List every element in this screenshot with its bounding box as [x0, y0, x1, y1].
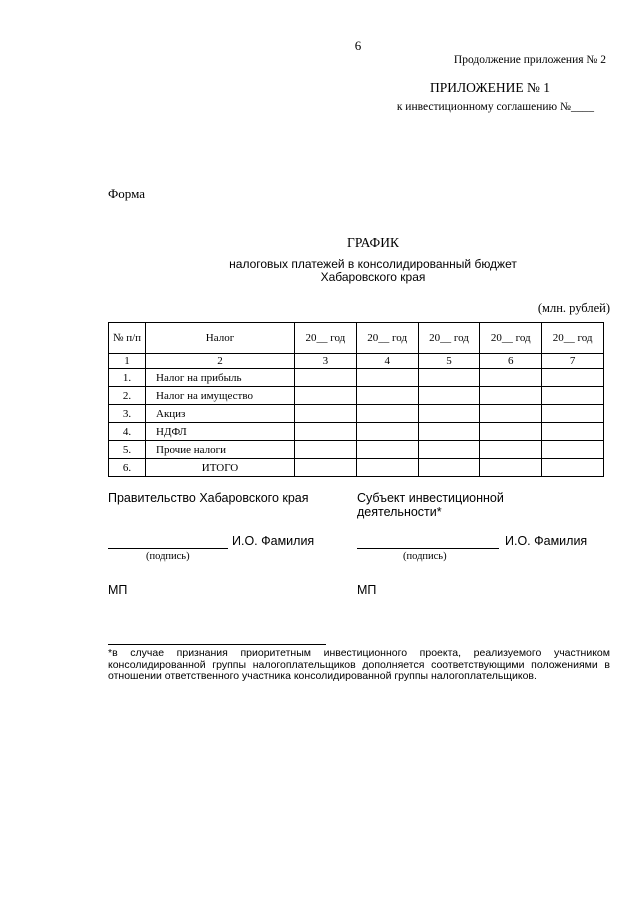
table-row — [109, 441, 604, 459]
form-label: Форма — [108, 186, 145, 201]
government-signature-line[interactable] — [108, 548, 228, 549]
appendix-title: ПРИЛОЖЕНИЕ № 1 — [429, 80, 551, 95]
value-cell[interactable] — [542, 387, 604, 405]
value-cell[interactable] — [480, 405, 542, 423]
appendix-subtitle: к инвестиционному соглашению №____ — [396, 101, 594, 113]
value-cell[interactable] — [295, 423, 357, 441]
table-row — [109, 387, 604, 405]
row-number: 2. — [109, 387, 146, 405]
value-cell[interactable] — [418, 423, 480, 441]
row-tax-name: Налог на прибыль — [146, 369, 295, 387]
investor-title-line-2: деятельности* — [357, 505, 442, 519]
government-signatory-name: И.О. Фамилия — [232, 534, 315, 548]
investor-title-line-1: Субъект инвестиционной — [357, 491, 504, 505]
index-cell: 1 — [109, 354, 146, 369]
header-year-1: 20__ год — [295, 323, 357, 354]
investor-signature-line[interactable] — [357, 548, 499, 549]
value-cell[interactable] — [295, 387, 357, 405]
header-year-4: 20__ год — [480, 323, 542, 354]
index-cell: 5 — [418, 354, 480, 369]
value-cell[interactable] — [542, 441, 604, 459]
value-cell[interactable] — [418, 405, 480, 423]
row-tax-name: Налог на имущество — [146, 387, 295, 405]
document-title: ГРАФИК — [347, 235, 399, 250]
header-year-5: 20__ год — [542, 323, 604, 354]
table-row — [109, 423, 604, 441]
value-cell[interactable] — [480, 423, 542, 441]
investor-signatory-title — [357, 491, 504, 519]
government-signature-caption: (подпись) — [146, 551, 190, 562]
value-cell[interactable] — [480, 441, 542, 459]
header-year-3: 20__ год — [418, 323, 480, 354]
row-number: 4. — [109, 423, 146, 441]
table-index-row — [109, 354, 604, 369]
value-cell[interactable] — [418, 369, 480, 387]
row-number: 3. — [109, 405, 146, 423]
value-cell[interactable] — [356, 441, 418, 459]
investor-stamp-place: МП — [357, 583, 377, 597]
footnote: *в случае признания приоритетным инвестиционного проекта, реализуемого участником консолидированной группы налогоплательщиков дополняется соответствующими положениями в отношении ответственного участника консолидированной группы налогоплательщиков. — [108, 647, 610, 682]
subtitle-line-1: налоговых платежей в консолидированный бюджет — [229, 257, 517, 271]
document-subtitle — [0, 258, 640, 284]
row-number: 6. — [109, 459, 146, 477]
header-number: № п/п — [109, 323, 146, 354]
government-signatory-title: Правительство Хабаровского края — [108, 491, 309, 505]
table-row — [109, 369, 604, 387]
row-tax-name: Акциз — [146, 405, 295, 423]
value-cell[interactable] — [356, 387, 418, 405]
tax-schedule-table — [108, 322, 604, 477]
value-cell[interactable] — [295, 459, 357, 477]
value-cell[interactable] — [418, 387, 480, 405]
value-cell[interactable] — [295, 369, 357, 387]
value-cell[interactable] — [480, 369, 542, 387]
table-total-row — [109, 459, 604, 477]
value-cell[interactable] — [356, 369, 418, 387]
row-number: 5. — [109, 441, 146, 459]
value-cell[interactable] — [480, 459, 542, 477]
value-cell[interactable] — [542, 423, 604, 441]
value-cell[interactable] — [356, 459, 418, 477]
value-cell[interactable] — [356, 423, 418, 441]
header-year-2: 20__ год — [356, 323, 418, 354]
government-stamp-place: МП — [108, 583, 128, 597]
value-cell[interactable] — [418, 441, 480, 459]
row-number: 1. — [109, 369, 146, 387]
value-cell[interactable] — [295, 405, 357, 423]
index-cell: 4 — [356, 354, 418, 369]
value-cell[interactable] — [480, 387, 542, 405]
investor-signatory-name: И.О. Фамилия — [505, 534, 588, 548]
table-row — [109, 405, 604, 423]
value-cell[interactable] — [418, 459, 480, 477]
value-cell[interactable] — [356, 405, 418, 423]
index-cell: 2 — [146, 354, 295, 369]
row-tax-name: НДФЛ — [146, 423, 295, 441]
footnote-divider — [108, 644, 326, 645]
value-cell[interactable] — [542, 459, 604, 477]
units-label: (млн. рублей) — [537, 301, 610, 315]
value-cell[interactable] — [542, 405, 604, 423]
value-cell[interactable] — [542, 369, 604, 387]
investor-signature-caption: (подпись) — [403, 551, 447, 562]
page-number: 6 — [354, 38, 362, 53]
value-cell[interactable] — [295, 441, 357, 459]
header-tax: Налог — [146, 323, 295, 354]
table-header-row — [109, 323, 604, 354]
index-cell: 6 — [480, 354, 542, 369]
index-cell: 3 — [295, 354, 357, 369]
row-total-label: ИТОГО — [146, 459, 295, 477]
continuation-note: Продолжение приложения № 2 — [453, 54, 606, 66]
subtitle-line-2: Хабаровского края — [320, 270, 426, 284]
row-tax-name: Прочие налоги — [146, 441, 295, 459]
index-cell: 7 — [542, 354, 604, 369]
